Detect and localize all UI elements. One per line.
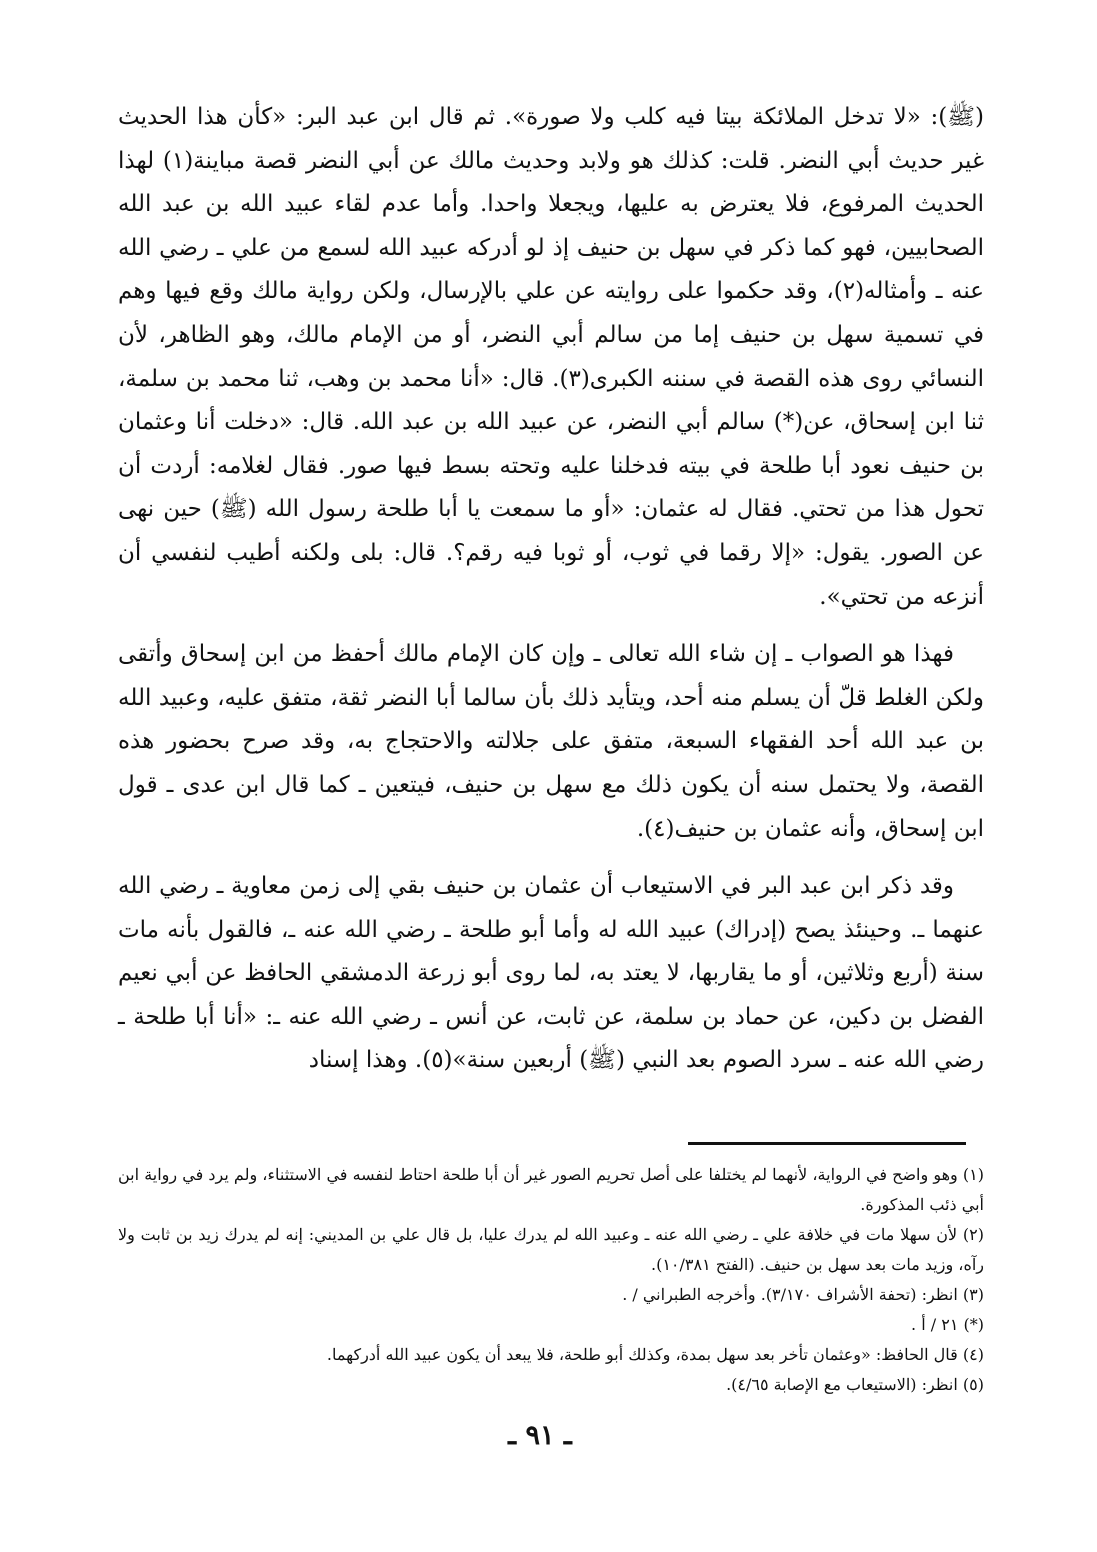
paragraph-2: فهذا هو الصواب ـ إن شاء الله تعالى ـ وإن كان الإمام مالك أحفظ من ابن إسحاق وأتقى ولكن الغلط قلّ أن يسلم منه أحد، ويتأيد ذلك بأن سالما أبا النضر ثقة، متفق عليه، وعبيد الله بن عبد الله أحد الفقهاء السبعة، متفق على جلالته والاحتجاج به، وقد صرح بحضور هذه القصة، ولا يحتمل سنه أن يكون ذلك مع سهل بن حنيف، فيتعين ـ كما قال ابن عدى ـ قول ابن إسحاق، وأنه عثمان بن حنيف(٤).	[118, 641, 984, 842]
paragraph-3: وقد ذكر ابن عبد البر في الاستيعاب أن عثمان بن حنيف بقي إلى زمن معاوية ـ رضي الله عنهما ـ. وحينئذ يصح (إدراك) عبيد الله له وأما أبو طلحة ـ رضي الله عنه ـ، فالقول بأنه مات سنة (أربع وثلاثين، أو ما يقاربها، لا يعتد به، لما روى أبو زرعة الدمشقي الحافظ عن أبي نعيم الفضل بن دكين، عن حماد بن سلمة، عن ثابت، عن أنس ـ رضي الله عنه ـ: «أنا أبا طلحة ـ رضي الله عنه ـ سرد الصوم بعد النبي (ﷺ) أربعين سنة»(٥). وهذا إسناد	[118, 873, 984, 1074]
footnote-separator	[688, 1142, 966, 1145]
footnote-4: (٤) قال الحافظ: «وعثمان تأخر بعد سهل بمدة، وكذلك أبو طلحة، فلا يبعد أن يكون عبيد الله أدركهما.	[326, 1345, 984, 1364]
footnote-5: (٥) انظر: (الاستيعاب مع الإصابة ٤/٦٥).	[726, 1375, 984, 1394]
footnote-3: (٣) انظر: (تحفة الأشراف ٣/١٧٠). وأخرجه الطبراني / .	[622, 1285, 984, 1304]
paragraph-1: (ﷺ): «لا تدخل الملائكة بيتا فيه كلب ولا صورة». ثم قال ابن عبد البر: «كأن هذا الحديث غير حديث أبي النضر. قلت: كذلك هو ولابد وحديث مالك عن أبي النضر قصة مباينة(١) لهذا الحديث المرفوع، فلا يعترض به عليها، ويجعلا واحدا. وأما عدم لقاء عبيد الله بن عبد الله الصحابيين، فهو كما ذكر في سهل بن حنيف إذ لو أدركه عبيد الله لسمع من علي ـ رضي الله عنه ـ وأمثاله(٢)، وقد حكموا على روايته عن علي بالإرسال، ولكن رواية مالك وقع فيها وهم في تسمية سهل بن حنيف إما من سالم أبي النضر، أو من الإمام مالك، وهو الظاهر، لأن النسائي روى هذه القصة في سننه الكبرى(٣). قال: «أنا محمد بن وهب، ثنا محمد بن سلمة، ثنا ابن إسحاق، عن(*) سالم أبي النضر، عن عبيد الله بن عبد الله. قال: «دخلت أنا وعثمان بن حنيف نعود أبا طلحة في بيته فدخلنا عليه وتحته بسط فيها صور. فقال لغلامه: أردت أن تحول هذا من تحتي. فقال له عثمان: «أو ما سمعت يا أبا طلحة رسول الله (ﷺ) حين نهى عن الصور. يقول: «إلا رقما في ثوب، أو ثوبا فيه رقم؟. قال: بلى ولكنه أطيب لنفسي أن أنزعه من تحتي».	[118, 104, 985, 610]
footnotes	[118, 1160, 984, 1400]
footnote-star: (*) ٢١ / أ .	[911, 1315, 984, 1334]
footnote-2: (٢) لأن سهلا مات في خلافة علي ـ رضي الله عنه ـ وعبيد الله لم يدرك عليا، بل قال علي بن المديني: إنه لم يدرك زيد بن ثابت ولا رآه، وزيد مات بعد سهل بن حنيف. (الفتح ١٠/٣٨١).	[118, 1225, 984, 1274]
main-text	[118, 96, 984, 1083]
footnote-1: (١) وهو واضح في الرواية، لأنهما لم يختلفا على أصل تحريم الصور غير أن أبا طلحة احتاط لنفسه في الاستثناء، ولم يرد في رواية ابن أبي ذئب المذكورة.	[118, 1165, 984, 1214]
page-number: ـ ٩١ ـ	[508, 1420, 572, 1451]
